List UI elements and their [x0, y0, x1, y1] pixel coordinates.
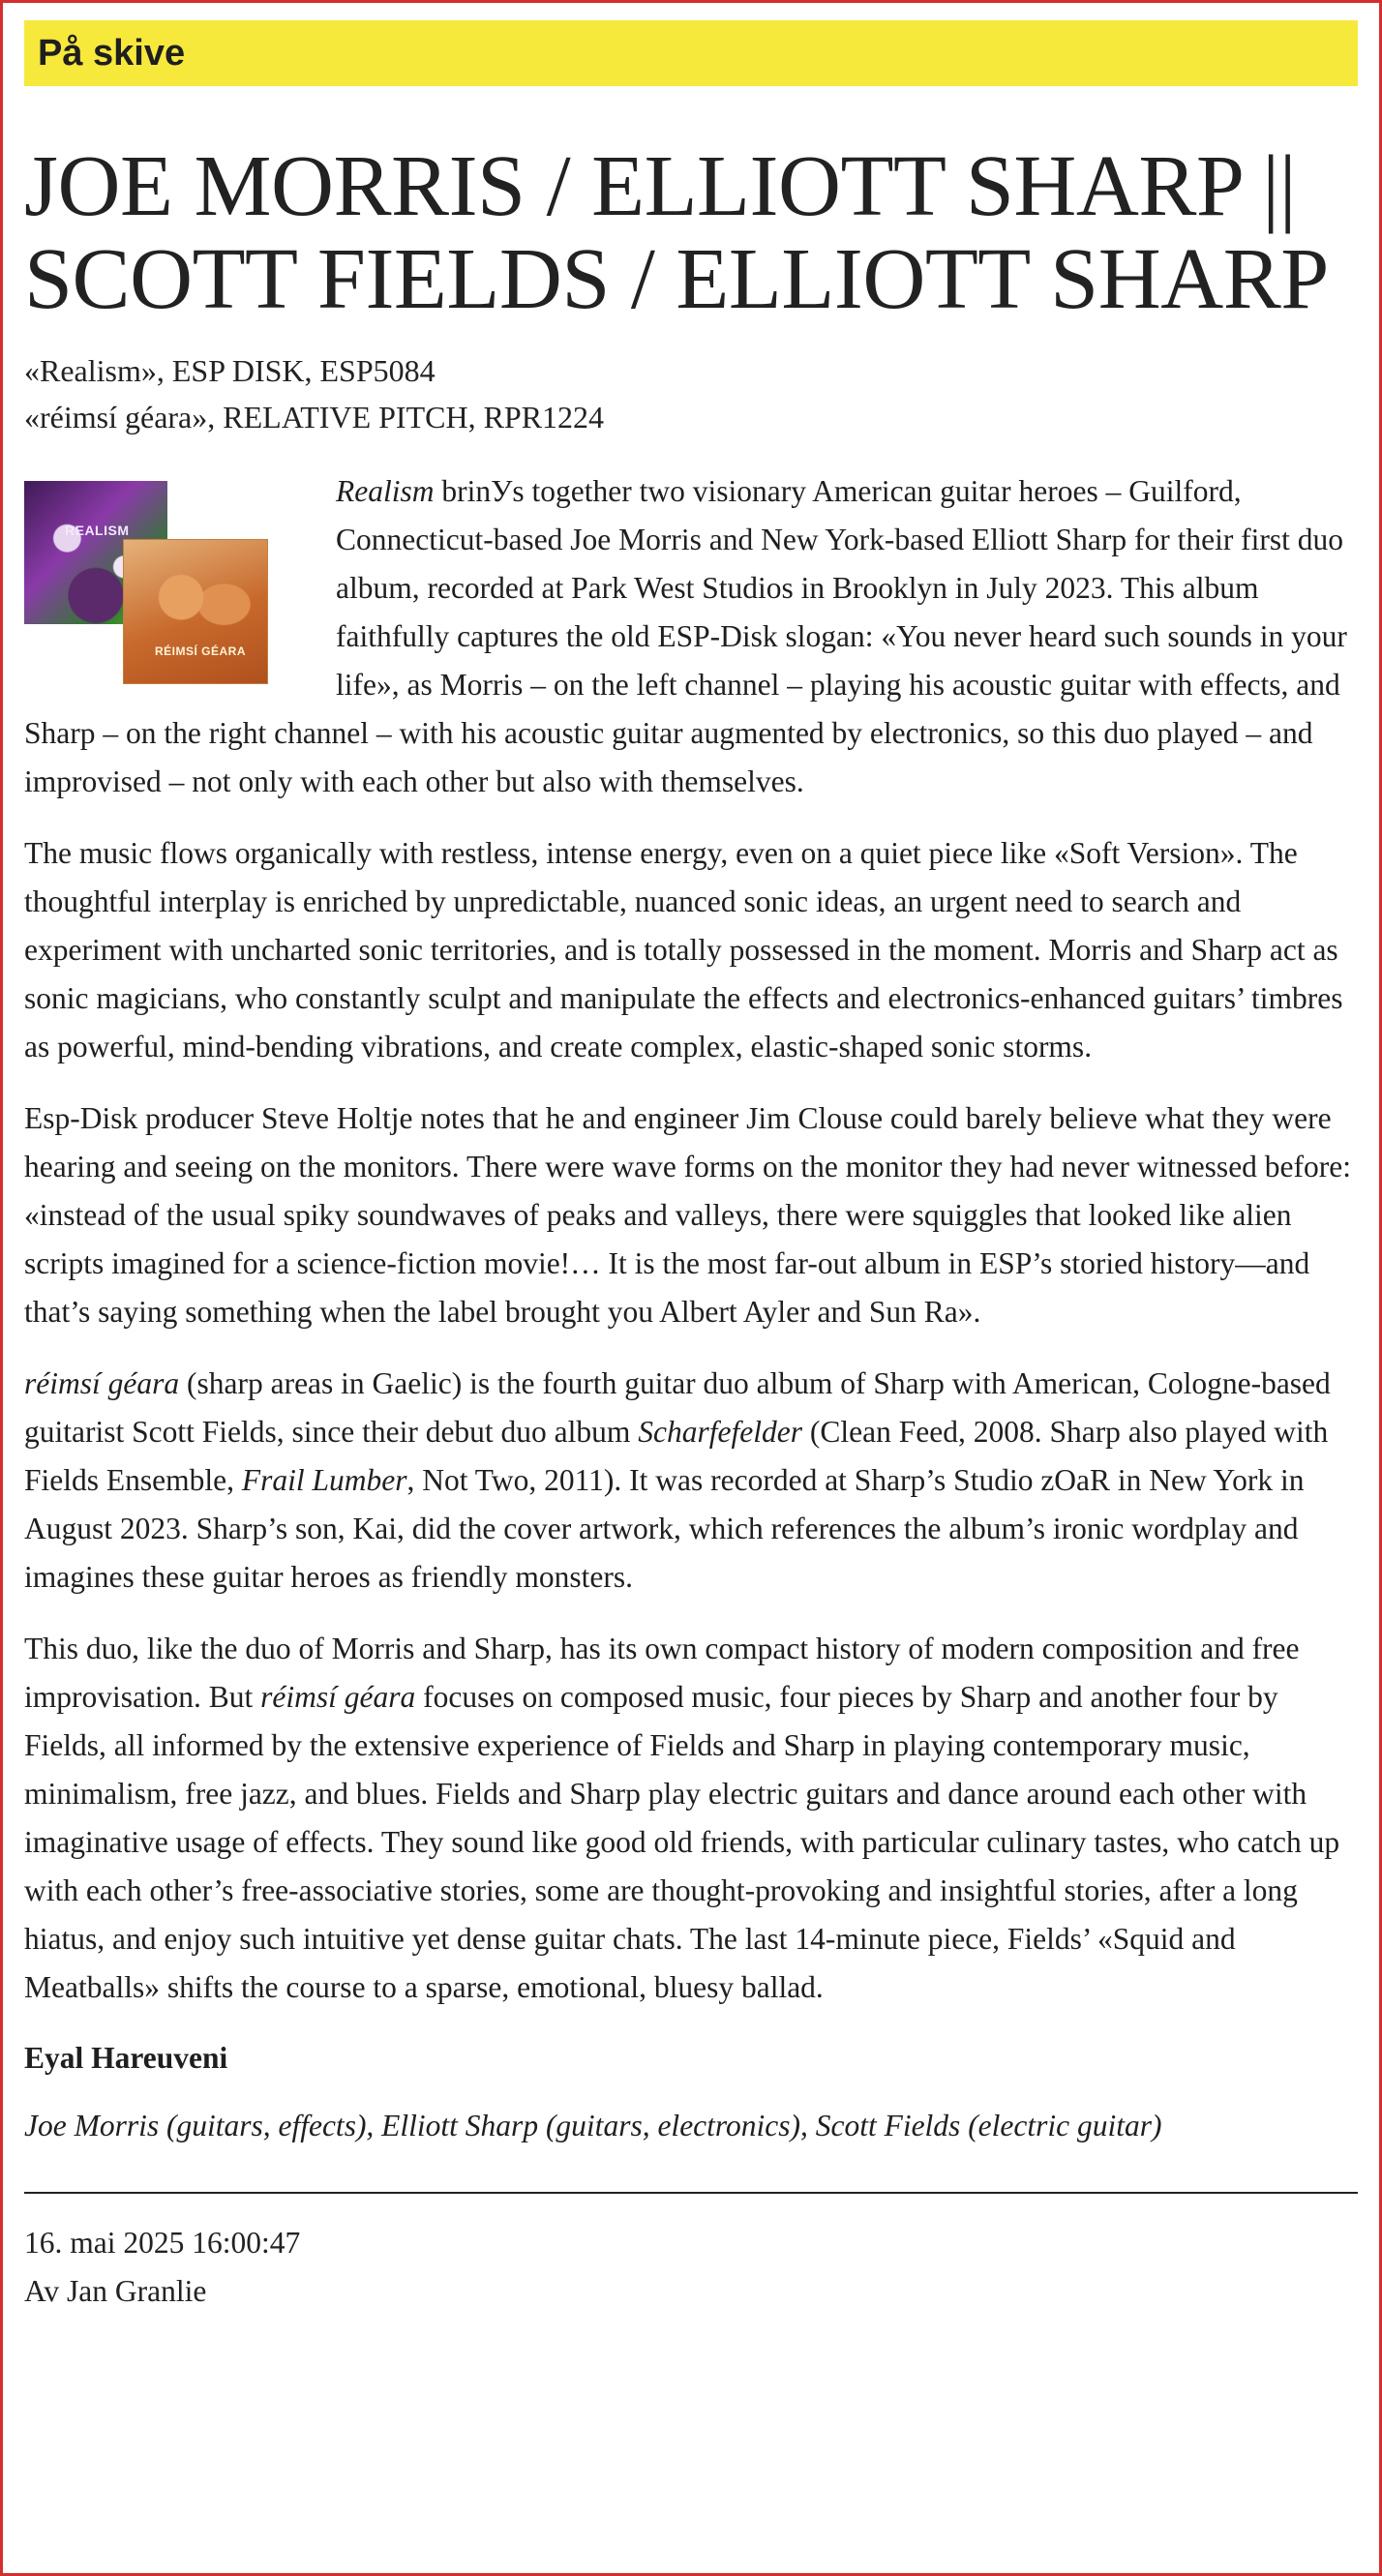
paragraph-4-text-2: (Clean Feed, 2008. Sharp also played with Fields Ensemble, [24, 1415, 1329, 1497]
paragraph-4 [24, 1360, 1358, 1602]
album-name-reimsi-geara-2: réimsí géara [260, 1680, 416, 1714]
paragraph-5-text-1: This duo, like the duo of Morris and Sharp, has its own compact history of modern composition and free improvisation. But [24, 1632, 1300, 1714]
paragraph-5-text-2: focuses on composed music, four pieces by Sharp and another four by Fields, all informed by the extensive experience of Fields and Sharp in playing contemporary music, minimalism, free jazz, and blues. Fields and Sharp play electric guitars and dance around each other with imaginative usage of effects. They sound like good old friends, with particular culinary tastes, who catch up with each other’s free-associative stories, some are thought-provoking and insightful stories, after a long hiatus, and enjoy such intuitive yet dense guitar chats. The last 14-minute piece, Fields’ «Squid and Meatballs» shifts the course to a sparse, emotional, bluesy ballad. [24, 1680, 1340, 2004]
album-cover-reimsi-geara [123, 539, 268, 684]
album-name-frail-lumber: Frail Lumber [241, 1463, 407, 1497]
byline [24, 2267, 1358, 2316]
album-name-reimsi-geara: réimsí géara [24, 1366, 180, 1400]
paragraph-3: Esp-Disk producer Steve Holtje notes that he and engineer Jim Clouse could barely believe what they were hearing and seeing on the monitors. There were wave forms on the monitor they had never witnessed before: «instead of the usual spiky soundwaves of peaks and valleys, there were squiggles that looked like alien scripts imagined for a science-fiction movie!… It is the most far-out album in ESP’s storied history—and that’s saying something when the label brought you Albert Ayler and Sun Ra». [24, 1101, 1351, 1329]
paragraph-1-text: brinУs together two visionary American guitar heroes – Guilford, Connecticut-based Joe Morris and New York-based Elliott Sharp for their first duo album, recorded at Park West Studios in Brooklyn in July 2023. This album faithfully captures the old ESP-Disk slogan: «You never heard such sounds in your life», as Morris – on the left channel – playing his acoustic guitar with effects, and Sharp – on the right channel – with his acoustic guitar augmented by electronics, so this duo played – and improvised – not only with each other but also with themselves. [24, 474, 1347, 798]
paragraph-2: The music flows organically with restless, intense energy, even on a quiet piece like «Soft Version». The thoughtful interplay is enriched by unpredictable, nuanced sonic ideas, an urgent need to search and experiment with uncharted sonic territories, and is totally possessed in the moment. Morris and Sharp act as sonic magicians, who constantly sculpt and manipulate the effects and electronics-enhanced guitars’ timbres as powerful, mind-bending vibrations, and create complex, elastic-shaped sonic storms. [24, 836, 1343, 1063]
byline-author-link[interactable]: Jan Granlie [67, 2274, 207, 2308]
paragraph-4-text-3: , Not Two, 2011). It was recorded at Sharp’s Studio zOaR in New York in August 2023. Sharp’s son, Kai, did the cover artwork, which references the album’s ironic wordplay and imagines these guitar heroes as friendly monsters. [24, 1463, 1305, 1594]
release-info-2: «réimsí géara», RELATIVE PITCH, RPR1224 [24, 400, 605, 434]
cover-title-reimsi-geara: RÉIMSÍ GÉARA [155, 644, 247, 658]
cover-title-realism: REALISM [65, 523, 130, 538]
paragraph-5 [24, 1625, 1358, 2012]
article-body [24, 467, 1358, 2012]
article-title: JOE MORRIS / ELLIOTT SHARP || SCOTT FIELDS / ELLIOTT SHARP [24, 138, 1329, 327]
album-name-realism: Realism [336, 474, 435, 508]
page [3, 3, 1379, 2316]
personnel-credits: Joe Morris (guitars, effects), Elliott Sharp (guitars, electronics), Scott Fields (electric guitar) [24, 2109, 1162, 2142]
release-info-1: «Realism», ESP DISK, ESP5084 [24, 353, 436, 388]
album-name-scharfefelder: Scharfefelder [638, 1415, 802, 1449]
byline-prefix: Av [24, 2274, 68, 2308]
section-banner: På skive [24, 20, 1358, 86]
paragraph-4-text-1: (sharp areas in Gaelic) is the fourth guitar duo album of Sharp with American, Cologne-based guitarist Scott Fields, since their debut duo album [24, 1366, 1331, 1449]
publish-date: 16. mai 2025 16:00:47 [24, 2226, 301, 2260]
divider [24, 2192, 1358, 2194]
album-covers [24, 481, 295, 684]
review-author: Eyal Hareuveni [24, 2041, 228, 2075]
